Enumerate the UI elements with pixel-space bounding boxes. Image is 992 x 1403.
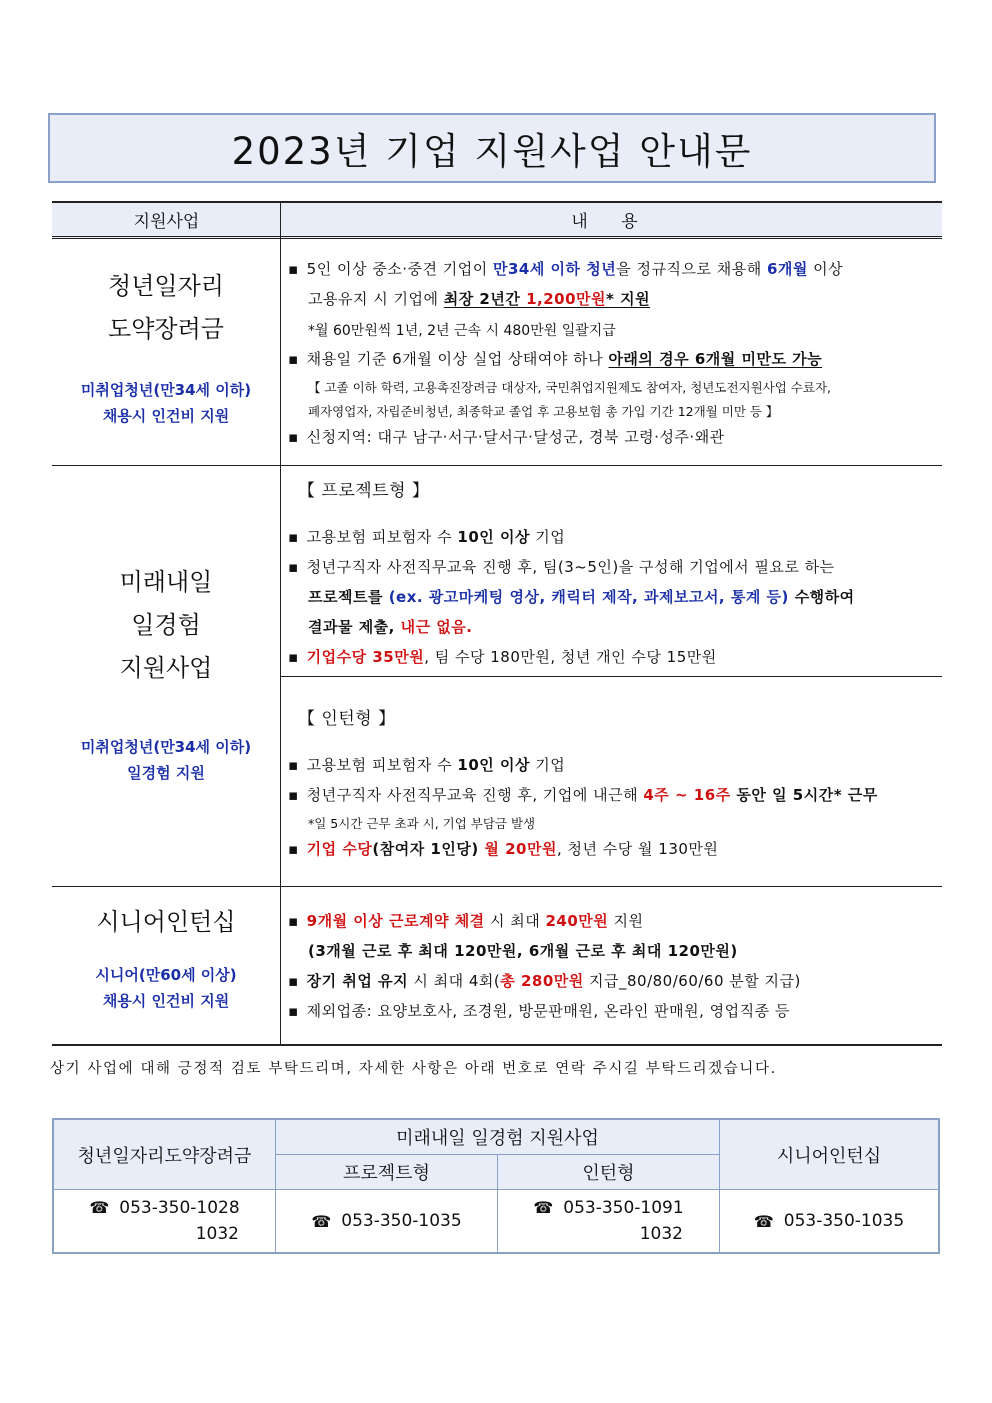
phone-icon: ☎ <box>753 1211 774 1231</box>
intern-line-4: ▪ 기업 수당(참여자 1인당) 월 20만원, 청년 수당 월 130만원 <box>288 838 942 859</box>
program1-line-3: *월 60만원씩 1년, 2년 근속 시 480만원 일괄지급 <box>308 323 616 339</box>
program2-target-1: 미취업청년(만34세 이하) <box>80 738 252 756</box>
contact-col3-head: 시니어인턴십 <box>720 1120 938 1190</box>
table-bottom-border <box>52 1044 942 1046</box>
project-line-4: 결과물 제출, 내근 없음. <box>308 618 473 636</box>
contact-col2-sub1: 프로젝트형 <box>276 1155 498 1190</box>
intern-line-2: ▪ 청년구직자 사전직무교육 진행 후, 기업에 내근해 4주 ~ 16주 동안 일 5시간* 근무 <box>288 784 942 805</box>
column-divider <box>280 201 281 1046</box>
closing-text: 상기 사업에 대해 긍정적 검토 부탁드리며, 자세한 사항은 아래 번호로 연락 주시길 부탁드리겠습니다. <box>50 1061 777 1077</box>
program3-name-1: 시니어인턴십 <box>96 908 236 936</box>
contact-col2-head: 미래내일 일경험 지원사업 <box>276 1120 720 1155</box>
contact-tel1: ☎ 053-350-1028 1032 <box>54 1190 276 1252</box>
program2-name-2: 일경험 <box>131 611 201 639</box>
program2-name-1: 미래내일 <box>119 568 213 596</box>
phone-icon: ☎ <box>311 1211 332 1231</box>
intern-line-3: *일 5시간 근무 초과 시, 기업 부담금 발생 <box>308 816 536 831</box>
program1-line-4: ▪ 채용일 기준 6개월 이상 실업 상태여야 하나 아래의 경우 6개월 미만도 가능 <box>288 348 942 369</box>
contact-col1-head: 청년일자리도약장려금 <box>54 1120 276 1190</box>
program1-name-1: 청년일자리 <box>108 272 224 300</box>
phone-icon: ☎ <box>533 1198 554 1217</box>
row-divider <box>52 886 942 887</box>
program3-target-2: 채용시 인건비 지원 <box>102 992 230 1010</box>
program1-line-5: 【 고졸 이하 학력, 고용촉진장려금 대상자, 국민취업지원제도 참여자, 청년도전지원사업 수료자, <box>308 380 832 395</box>
program1-label <box>52 265 280 429</box>
program1-line-7: ▪ 신청지역: 대구 남구·서구·달서구·달성군, 경북 고령·성주·왜관 <box>288 426 942 447</box>
contact-table <box>52 1118 940 1254</box>
program1-target-1: 미취업청년(만34세 이하) <box>80 381 252 399</box>
project-line-1: ▪ 고용보험 피보험자 수 10인 이상 기업 <box>288 526 942 547</box>
intern-heading: 【 인턴형 】 <box>298 709 396 729</box>
program3-label <box>52 901 280 1014</box>
page-title: 2023년 기업 지원사업 안내문 <box>231 130 753 173</box>
header-content-label: 내 용 <box>571 212 652 232</box>
header-content <box>281 201 942 239</box>
program2-name-3: 지원사업 <box>119 654 213 682</box>
program3-target-1: 시니어(만60세 이상) <box>95 966 237 984</box>
project-heading: 【 프로젝트형 】 <box>298 481 430 501</box>
program-table <box>52 201 942 1046</box>
program2-label <box>52 561 280 786</box>
intern-line-1: ▪ 고용보험 피보험자 수 10인 이상 기업 <box>288 754 942 775</box>
program3-line-4: ▪ 제외업종: 요양보호사, 조경원, 방문판매원, 온라인 판매원, 영업직종 등 <box>288 1000 942 1021</box>
program1-line-1: ▪ 5인 이상 중소·중견 기업이 만34세 이하 청년을 정규직으로 채용해 6개월 이상 <box>288 258 942 279</box>
phone-icon: ☎ <box>89 1198 110 1217</box>
contact-tel2: ☎ 053-350-1035 <box>276 1190 498 1252</box>
title-box <box>48 113 936 183</box>
contact-tel3: ☎ 053-350-1091 1032 <box>498 1190 720 1252</box>
program2-target-2: 일경험 지원 <box>127 764 205 782</box>
program3-line-3: ▪ 장기 취업 유지 시 최대 4회(총 280만원 지급_80/80/60/60 분할 지급) <box>288 970 942 991</box>
contact-tel4: ☎ 053-350-1035 <box>753 1211 905 1231</box>
project-line-2: ▪ 청년구직자 사전직무교육 진행 후, 팀(3~5인)을 구성해 기업에서 필요로 하는 <box>288 556 942 577</box>
program1-line-2: 고용유지 시 기업에 최장 2년간 1,200만원* 지원 <box>308 290 651 308</box>
header-program <box>52 201 281 239</box>
program3-line-2: (3개월 근로 후 최대 120만원, 6개월 근로 후 최대 120만원) <box>308 942 738 960</box>
project-line-5: ▪ 기업수당 35만원, 팀 수당 180만원, 청년 개인 수당 15만원 <box>288 646 942 667</box>
header-program-label: 지원사업 <box>133 212 200 232</box>
row-divider <box>52 465 942 466</box>
sub-row-divider <box>280 676 942 677</box>
program1-line-6: 폐자영업자, 자립준비청년, 최종학교 졸업 후 고용보험 총 가입 기간 12개월 미만 등 】 <box>308 404 779 419</box>
program1-target-2: 채용시 인건비 지원 <box>102 407 230 425</box>
program1-name-2: 도약장려금 <box>108 315 224 343</box>
project-line-3: 프로젝트를 (ex. 광고마케팅 영상, 캐릭터 제작, 과제보고서, 통계 등) 수행하여 <box>308 588 855 606</box>
program3-line-1: ▪ 9개월 이상 근로계약 체결 시 최대 240만원 지원 <box>288 910 942 931</box>
contact-col2-sub2: 인턴형 <box>498 1155 720 1190</box>
